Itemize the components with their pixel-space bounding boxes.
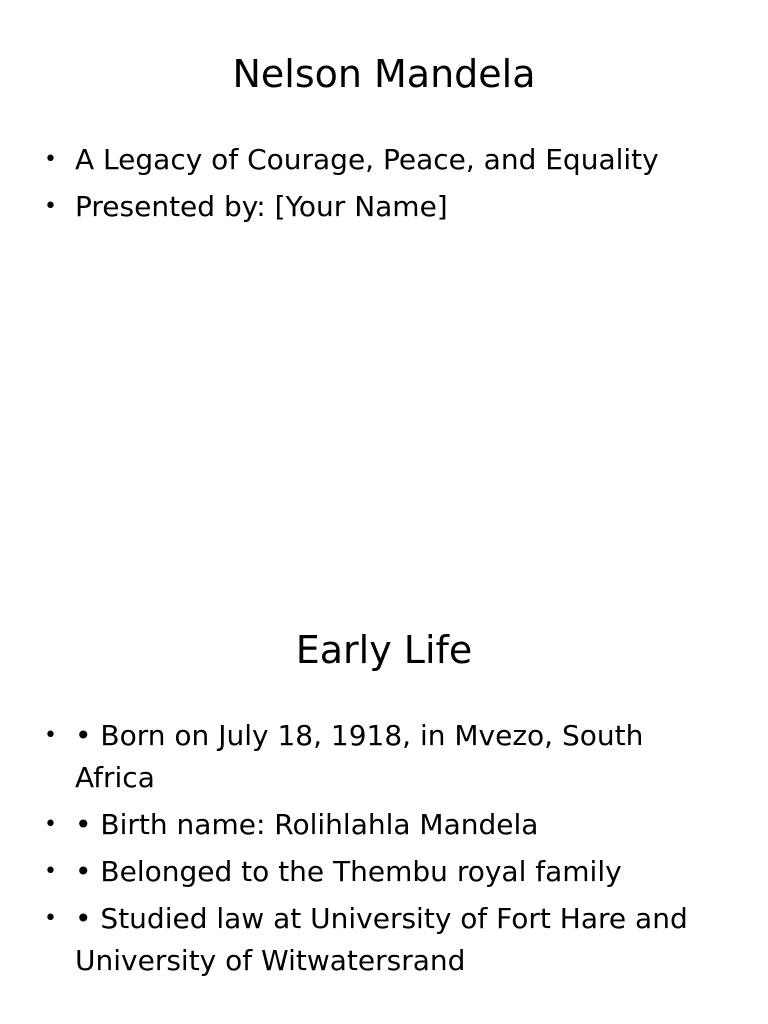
bullet-text: • Studied law at University of Fort Hare and University of Witwatersrand — [75, 902, 688, 977]
bullet-text: Presented by: [Your Name] — [75, 190, 448, 223]
bullet-item — [0, 804, 768, 846]
bullet-item — [0, 186, 768, 228]
bullet-text: • Born on July 18, 1918, in Mvezo, South Africa — [75, 719, 644, 794]
bullet-item — [0, 898, 768, 982]
bullet-item — [0, 851, 768, 893]
bullet-item — [0, 139, 768, 181]
bullet-marker-icon: • — [44, 723, 57, 748]
bullet-list — [0, 139, 768, 233]
bullet-item — [0, 715, 768, 799]
bullet-list — [0, 715, 768, 987]
slide-title: Nelson Mandela — [232, 52, 536, 96]
bullet-marker-icon: • — [44, 859, 57, 884]
bullet-text: A Legacy of Courage, Peace, and Equality — [75, 143, 659, 176]
slide-title: Early Life — [295, 628, 473, 672]
bullet-marker-icon: • — [44, 147, 57, 172]
bullet-text: • Birth name: Rolihlahla Mandela — [75, 808, 539, 841]
bullet-marker-icon: • — [44, 812, 57, 837]
bullet-marker-icon: • — [44, 906, 57, 931]
bullet-marker-icon: • — [44, 194, 57, 219]
bullet-text: • Belonged to the Thembu royal family — [75, 855, 622, 888]
